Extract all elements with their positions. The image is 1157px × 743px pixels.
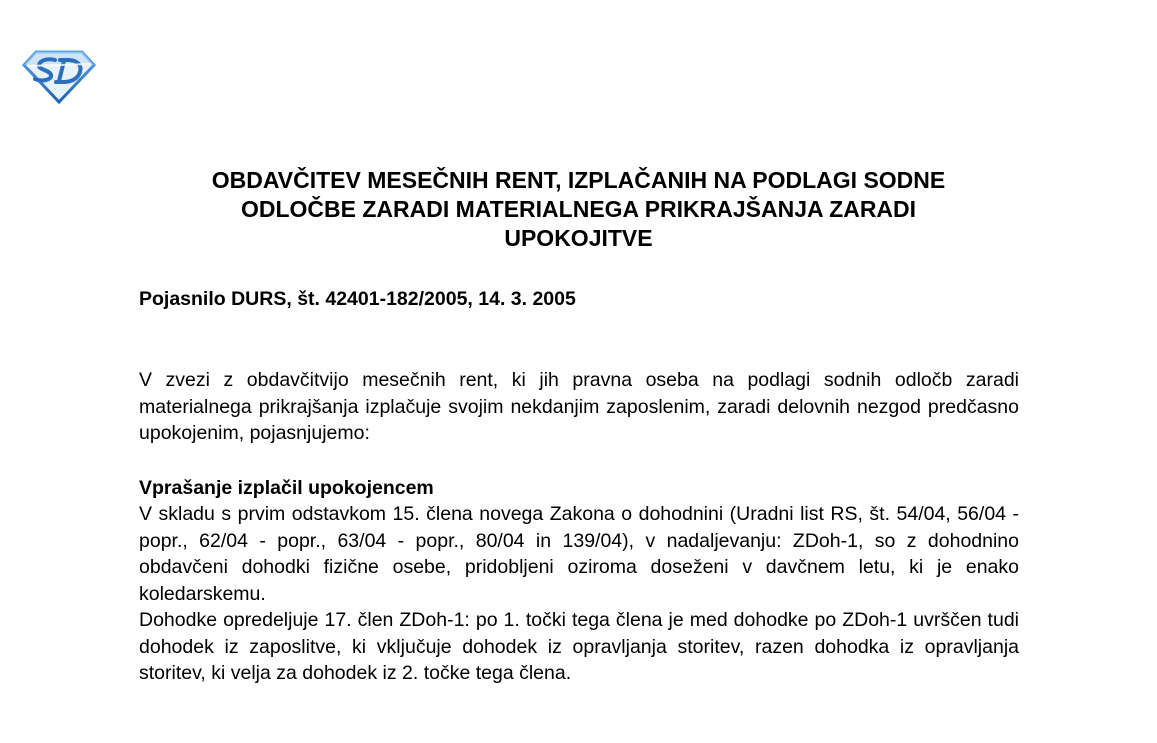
section-heading: Vprašanje izplačil upokojencem (139, 477, 434, 499)
section-paragraph-2: Dohodke opredeljuje 17. člen ZDoh-1: po 1. točki tega člena je med dohodke po ZDoh-1 uvrščen tudi dohodek iz zaposlitve, ki vključuje dohodek iz opravljanja storitev, razen dohodka iz opravljanja storitev, ki velja za dohodek iz 2. točke tega člena. (139, 609, 1019, 684)
title-line-1: OBDAVČITEV MESEČNIH RENT, IZPLAČANIH NA PODLAGI SODNE (211, 167, 946, 193)
section-paragraph-1: V skladu s prvim odstavkom 15. člena novega Zakona o dohodnini (Uradni list RS, št. 54/04, 56/04 - popr., 62/04 - popr., 63/04 - popr., 80/04 in 139/04), v nadaljevanju: ZDoh-1, so z dohodnino obdavčeni dohodki fizične osebe, pridobljeni oziroma doseženi v davčnem letu, ki je enako koledarskemu. (139, 503, 1019, 605)
document-title (100, 166, 1057, 253)
sd-shield-logo-icon (22, 48, 96, 104)
title-line-2: ODLOČBE ZARADI MATERIALNEGA PRIKRAJŠANJA ZARADI (240, 196, 917, 222)
intro-paragraph: V zvezi z obdavčitvijo mesečnih rent, ki jih pravna oseba na podlagi sodnih odločb zaradi materialnega prikrajšanja izplačuje svojim nekdanjim zaposlenim, zaradi delovnih nezgod predčasno upokojenim, pojasnjujemo: (139, 369, 1019, 444)
document-subtitle: Pojasnilo DURS, št. 42401-182/2005, 14. 3. 2005 (139, 288, 576, 310)
title-line-3: UPOKOJITVE (504, 225, 653, 251)
